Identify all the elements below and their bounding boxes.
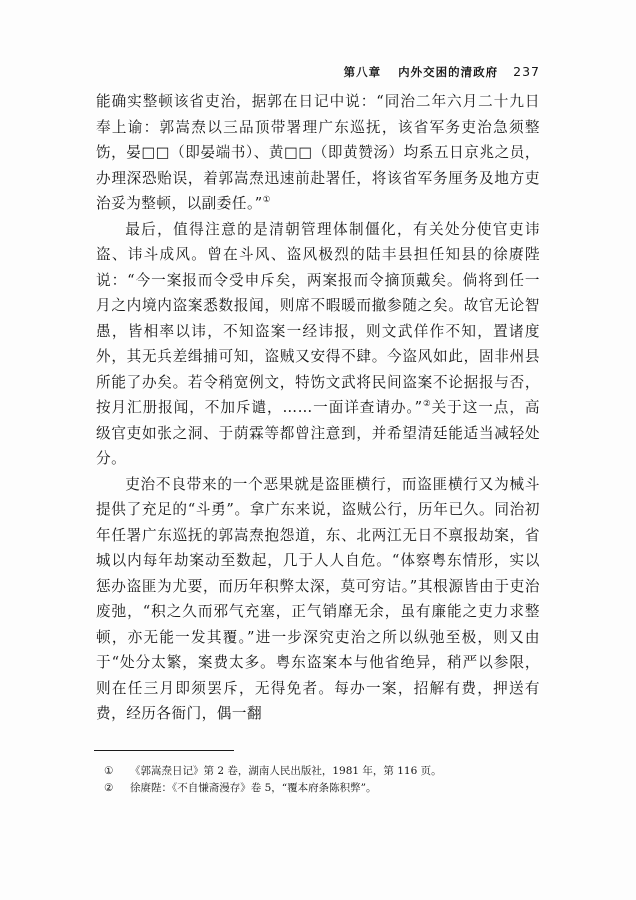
footnote-ref-2[interactable]: ② <box>422 399 432 410</box>
footnote-2-number: ② <box>104 782 114 794</box>
paragraph-3-text: 吏治不良带来的一个恶果就是盗匪横行，而盗匪横行又为械斗提供了充足的“斗勇”。拿广东来说，盗贼公行，历年已久。同治初年任署广东巡抚的郭嵩焘抱怨道，东、北两江无日不禀报劫案，省城以内每年劫案动至数起，几于人人自危。“体察粤东情形，实以惩办盗匪为尤要，而历年积弊太深，莫可穷诘。”其根源皆由于吏治废弛，“积之久而邪气充塞，正气销靡无余，虽有廉能之吏力求整顿，亦无能一发其覆。”进一步深究吏治之所以纵弛至极，则又由于“处分太繁，案费太多。粤东盗案本与他省绝异，稍严以参限，则在任三月即须罢斥，无得免者。每办一案，招解有费，押送有费，经历各衙门，偶一翻 <box>96 475 540 722</box>
page-number: 237 <box>513 64 540 79</box>
running-header <box>96 64 540 80</box>
header-chapter-title: 内外交困的清政府 <box>398 65 499 79</box>
footnote-1-number: ① <box>104 765 114 777</box>
paragraph-1 <box>96 89 540 217</box>
footnote-2 <box>96 780 540 797</box>
header-chapter: 第八章 <box>343 65 382 79</box>
paragraph-2-text: 最后，值得注意的是清朝管理体制僵化，有关处分使官吏讳盗、讳斗成风。曾在斗风、盗风极烈的陆丰县担任知县的徐赓陛说：“今一案报而令受申斥矣，两案报而令摘顶戴矣。倘将到任一月之内境内盗案悉数报闻，则席不暇暖而撤参随之矣。故官无论智愚，皆相率以讳，不知盗案一经讳报，则文武佯作不知，置诸度外，其无兵差缉捕可知，盗贼又安得不肆。今盗风如此，固非州县所能了办矣。若令稍宽例文，特饬文武将民间盗案不论据报与否，按月汇册报闻，不加斥谴，……一面详查请办。” <box>96 220 540 416</box>
paragraph-2 <box>96 217 540 472</box>
footnote-1 <box>96 763 540 780</box>
footnote-1-text: 《郭嵩焘日记》第 2 卷，湖南人民出版社，1981 年，第 116 页。 <box>130 765 442 777</box>
footnote-2-text: 徐赓陛：《不自慊斋漫存》卷 5，“覆本府条陈积弊”。 <box>130 782 377 794</box>
paragraph-2-tail: 关于这一点，高级官吏如张之洞、于荫霖等都曾注意到，并希望清廷能适当减轻处分。 <box>96 399 540 467</box>
footnotes <box>96 763 540 797</box>
footnote-divider <box>94 750 234 751</box>
paragraph-3 <box>96 472 540 727</box>
footnote-ref-1[interactable]: ① <box>262 195 271 206</box>
body-text <box>96 89 540 727</box>
paragraph-1-text: 能确实整顿该省吏治，据郭在日记中说：“同治二年六月二十九日奉上谕：郭嵩焘以三品顶带署理广东巡抚，该省军务吏治急须整饬，晏□□（即晏端书）、黄□□（即黄赞汤）均系五日京兆之员，办理深恐贻误，着郭嵩焘迅速前赴署任，将该省军务厘务及地方吏治妥为整顿，以副委任。” <box>96 93 540 212</box>
